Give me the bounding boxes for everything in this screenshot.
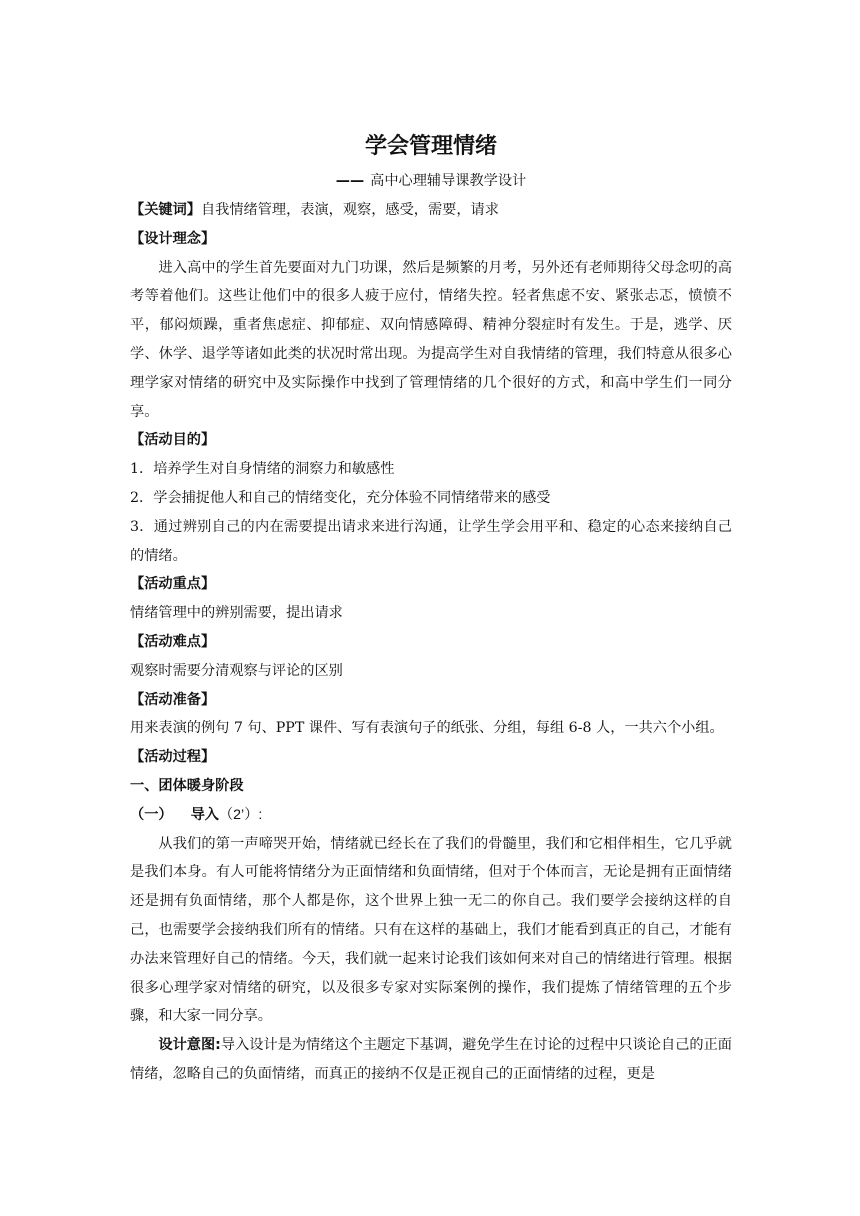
- keywords-text: 自我情绪管理，表演，观察，感受，需要，请求: [200, 202, 499, 218]
- design-intent-text: 导入设计是为情绪这个主题定下基调，避免学生在讨论的过程中只谈论自己的正面情绪，忽略自己的负面情绪，而真正的接纳不仅是正视自己的正面情绪的过程，更是: [130, 1037, 732, 1082]
- intro-title: 导入: [190, 806, 219, 823]
- subtitle-text: 高中心理辅导课教学设计: [370, 173, 527, 189]
- process-heading: 【活动过程】: [130, 749, 216, 766]
- subtitle-dash: ——: [335, 173, 365, 189]
- prep-text: 用来表演的例句 7 句、PPT 课件、写有表演句子的纸张、分组，每组 6-8 人，一共六个小组。: [130, 720, 724, 737]
- design-concept-paragraph: 进入高中的学生首先要面对九门功课，然后是频繁的月考，另外还有老师期待父母念叨的高考等着他们。这些让他们中的很多人疲于应付，情绪失控。轻者焦虑不安、紧张忐忑，愤愤不平，郁闷烦躁，重者焦虑症、抑郁症、双向情感障碍、精神分裂症时有发生。于是，逃学、厌学、休学、退学等诸如此类的状况时常出现。为提高学生对自我情绪的管理，我们特意从很多心理学家对情绪的研究中及实际操作中找到了管理情绪的几个很好的方式，和高中学生们一同分享。: [130, 259, 732, 420]
- design-intent-label: 设计意图:: [158, 1037, 221, 1054]
- intro-number: （一）: [130, 806, 173, 823]
- stage1-heading: 一、团体暖身阶段: [130, 777, 244, 794]
- difficulty-heading: 【活动难点】: [130, 633, 216, 650]
- focus-text: 情绪管理中的辨别需要，提出请求: [130, 605, 343, 622]
- document-title: 学会管理情绪: [364, 134, 497, 159]
- document-page: [130, 130, 732, 1089]
- intro-time: （2’）:: [218, 806, 263, 823]
- difficulty-text: 观察时需要分清观察与评论的区别: [130, 662, 343, 679]
- goal-item: 3．通过辨别自己的内在需要提出请求来进行沟通，让学生学会用平和、稳定的心态来接纳自己的情绪。: [130, 518, 732, 564]
- keywords-label: 【关键词】: [130, 202, 201, 218]
- goal-item: 1．培养学生对自身情绪的洞察力和敏感性: [130, 461, 395, 478]
- focus-heading: 【活动重点】: [130, 576, 216, 593]
- goal-item: 2．学会捕捉他人和自己的情绪变化，充分体验不同情绪带来的感受: [130, 489, 551, 506]
- intro-paragraph: 从我们的第一声啼哭开始，情绪就已经长在了我们的骨髓里，我们和它相伴相生，它几乎就是我们本身。有人可能将情绪分为正面情绪和负面情绪，但对于个体而言，无论是拥有正面情绪还是拥有负面情绪，那个人都是你，这个世界上独一无二的你自己。我们要学会接纳这样的自己，也需要学会接纳我们所有的情绪。只有在这样的基础上，我们才能看到真正的自己，才能有办法来管理好自己的情绪。今天，我们就一起来讨论我们该如何来对自己的情绪进行管理。根据很多心理学家对情绪的研究，以及很多专家对实际案例的操作，我们提炼了情绪管理的五个步骤，和大家一同分享。: [130, 835, 732, 1025]
- design-concept-heading: 【设计理念】: [130, 230, 216, 247]
- intro-heading: [130, 801, 732, 830]
- goals-heading: 【活动目的】: [130, 432, 216, 449]
- document-subtitle: [130, 170, 732, 192]
- prep-heading: 【活动准备】: [130, 691, 216, 708]
- design-intent-paragraph: [130, 1031, 732, 1089]
- keywords-line: [130, 196, 732, 225]
